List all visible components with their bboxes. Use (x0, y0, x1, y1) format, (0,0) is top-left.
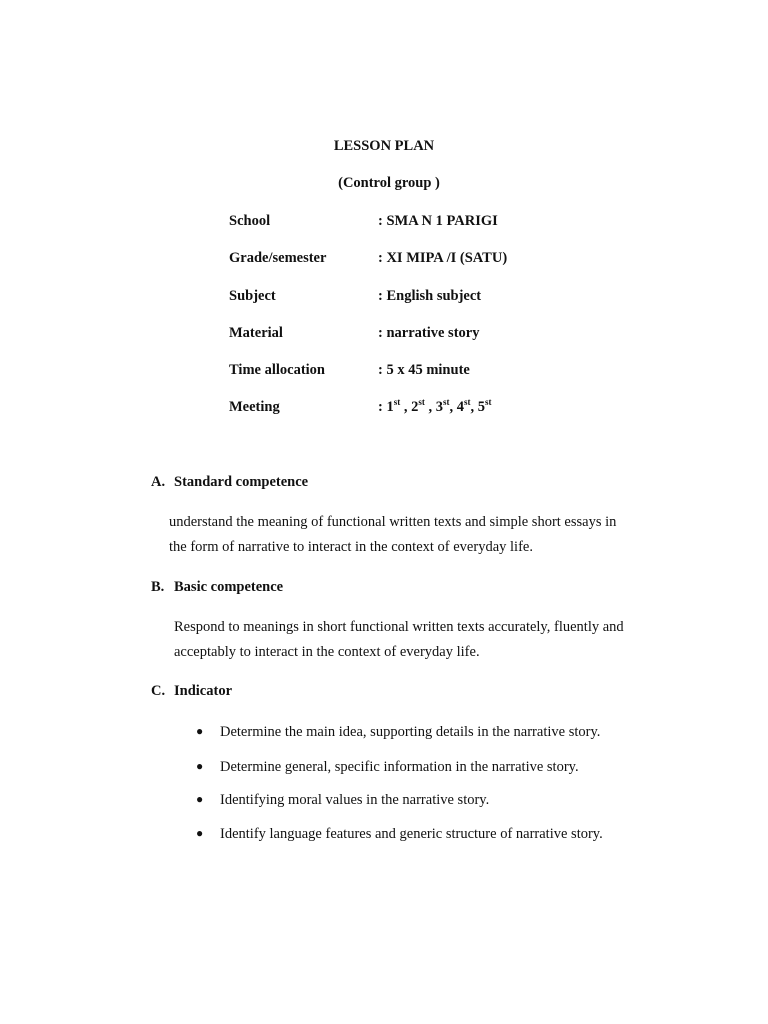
section-heading-c (151, 683, 232, 700)
indicator-text: Identifying moral values in the narrative story. (220, 792, 490, 808)
section-a-line-2: the form of narrative to interact in the context of everyday life. (169, 539, 533, 555)
section-title: Basic competence (174, 579, 284, 595)
indicator-item (196, 724, 600, 741)
document-title: LESSON PLAN (333, 138, 435, 154)
section-title: Standard competence (174, 474, 309, 490)
meeting-separator: , (449, 399, 457, 415)
meeting-number: 2 (411, 399, 419, 415)
indicator-text: Determine the main idea, supporting details in the narrative story. (220, 724, 601, 740)
info-label: Material (229, 325, 283, 341)
bullet-icon: ● (196, 792, 204, 806)
info-value: : SMA N 1 PARIGI (378, 213, 498, 229)
bullet-icon: ● (196, 759, 204, 773)
section-heading-b (151, 579, 283, 596)
info-value: : English subject (378, 288, 482, 304)
meeting-separator: , (424, 399, 436, 415)
meeting-suffix: st (463, 397, 471, 408)
section-letter: B. (151, 579, 165, 595)
meeting-separator: , (470, 399, 478, 415)
info-value: : narrative story (378, 325, 480, 341)
indicator-text: Identify language features and generic structure of narrative story. (220, 826, 603, 842)
indicator-item (196, 826, 603, 843)
info-label: Grade/semester (229, 250, 327, 266)
meeting-suffix: st (484, 397, 492, 408)
bullet-icon: ● (196, 826, 204, 840)
section-letter: C. (151, 683, 166, 699)
meeting-suffix: st (418, 397, 425, 408)
meeting-number: 4 (456, 399, 464, 415)
section-b-line-1: Respond to meanings in short functional written texts accurately, fluently and (174, 619, 624, 635)
meeting-separator: , (400, 399, 412, 415)
section-heading-a (151, 474, 308, 491)
section-b-line-2: acceptably to interact in the context of everyday life. (174, 644, 480, 660)
info-label: Subject (229, 288, 276, 304)
meeting-number: 3 (435, 399, 443, 415)
section-letter: A. (151, 474, 166, 490)
meeting-suffix: st (442, 397, 450, 408)
indicator-item (196, 759, 579, 776)
info-label: School (229, 213, 271, 229)
info-label: Meeting (229, 399, 280, 415)
meeting-prefix: : (378, 399, 387, 415)
indicator-text: Determine general, specific information in the narrative story. (220, 759, 579, 775)
info-value-meetings (378, 399, 491, 416)
section-a-line-1: understand the meaning of functional written texts and simple short essays in (169, 514, 617, 530)
bullet-icon: ● (196, 724, 204, 738)
info-label: Time allocation (229, 362, 325, 378)
section-title: Indicator (174, 683, 232, 699)
document-subtitle: (Control group ) (338, 175, 440, 191)
meeting-number: 5 (477, 399, 485, 415)
info-value: : 5 x 45 minute (378, 362, 470, 378)
indicator-item (196, 792, 489, 809)
meeting-number: 1 (386, 399, 394, 415)
meeting-suffix: st (393, 397, 401, 408)
info-value: : XI MIPA /I (SATU) (378, 250, 508, 266)
